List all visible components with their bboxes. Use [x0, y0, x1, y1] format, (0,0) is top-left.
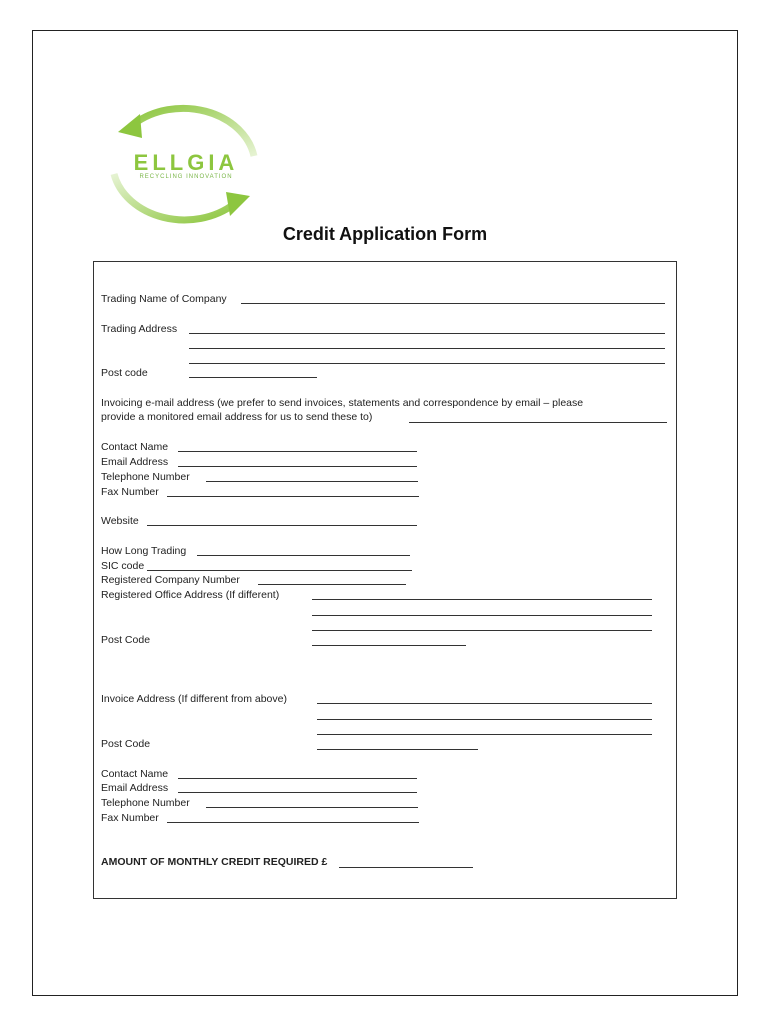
logo-tagline: RECYCLING INNOVATION [139, 174, 233, 180]
registered-office-address-field-2[interactable] [312, 615, 652, 616]
contact-name-field-2[interactable] [178, 778, 417, 779]
registered-office-address-field-3[interactable] [312, 630, 652, 631]
logo-brand: ELLGIA [133, 150, 239, 175]
invoicing-email-field[interactable] [409, 422, 667, 423]
page-title: Credit Application Form [282, 224, 488, 244]
contact-name-label-2: Contact Name [101, 768, 169, 780]
telephone-number-field-2[interactable] [206, 807, 418, 808]
invoicing-email-label-2: provide a monitored email address for us to send these to) [101, 411, 373, 423]
contact-name-label: Contact Name [101, 441, 169, 453]
registered-office-address-field-1[interactable] [312, 599, 652, 600]
email-address-label-2: Email Address [101, 782, 169, 794]
email-address-label: Email Address [101, 456, 169, 468]
post-code-field-3[interactable] [317, 749, 478, 750]
fax-number-field-2[interactable] [167, 822, 419, 823]
registered-office-address-label: Registered Office Address (If different) [101, 589, 280, 601]
sic-code-field[interactable] [147, 570, 412, 571]
telephone-number-field[interactable] [206, 481, 418, 482]
recycling-arrows-logo-icon [104, 94, 268, 234]
sic-code-label: SIC code [101, 560, 145, 572]
website-field[interactable] [147, 525, 417, 526]
how-long-trading-label: How Long Trading [101, 545, 187, 557]
post-code-field[interactable] [189, 377, 317, 378]
trading-address-field-1[interactable] [189, 333, 665, 334]
fax-number-label: Fax Number [101, 486, 159, 498]
post-code-label-2: Post Code [101, 634, 151, 646]
invoicing-email-label-1: Invoicing e-mail address (we prefer to send invoices, statements and correspondence by email – please [101, 397, 584, 409]
telephone-number-label: Telephone Number [101, 471, 190, 483]
monthly-credit-field[interactable] [339, 867, 473, 868]
how-long-trading-field[interactable] [197, 555, 410, 556]
website-label: Website [101, 515, 139, 527]
email-address-field-2[interactable] [178, 792, 417, 793]
trading-name-label: Trading Name of Company [101, 293, 227, 305]
registered-company-number-field[interactable] [258, 584, 406, 585]
invoice-address-label: Invoice Address (If different from above) [101, 693, 287, 705]
trading-address-field-3[interactable] [189, 363, 665, 364]
invoice-address-field-1[interactable] [317, 703, 652, 704]
registered-company-number-label: Registered Company Number [101, 574, 240, 586]
post-code-label: Post code [101, 367, 148, 379]
contact-name-field[interactable] [178, 451, 417, 452]
trading-address-label: Trading Address [101, 323, 178, 335]
fax-number-field[interactable] [167, 496, 419, 497]
invoice-address-field-3[interactable] [317, 734, 652, 735]
email-address-field[interactable] [178, 466, 417, 467]
fax-number-label-2: Fax Number [101, 812, 159, 824]
ellgia-logo [104, 94, 268, 234]
invoice-address-field-2[interactable] [317, 719, 652, 720]
post-code-field-2[interactable] [312, 645, 466, 646]
telephone-number-label-2: Telephone Number [101, 797, 190, 809]
monthly-credit-label: AMOUNT OF MONTHLY CREDIT REQUIRED £ [101, 856, 328, 868]
trading-address-field-2[interactable] [189, 348, 665, 349]
post-code-label-3: Post Code [101, 738, 151, 750]
trading-name-field[interactable] [241, 303, 665, 304]
